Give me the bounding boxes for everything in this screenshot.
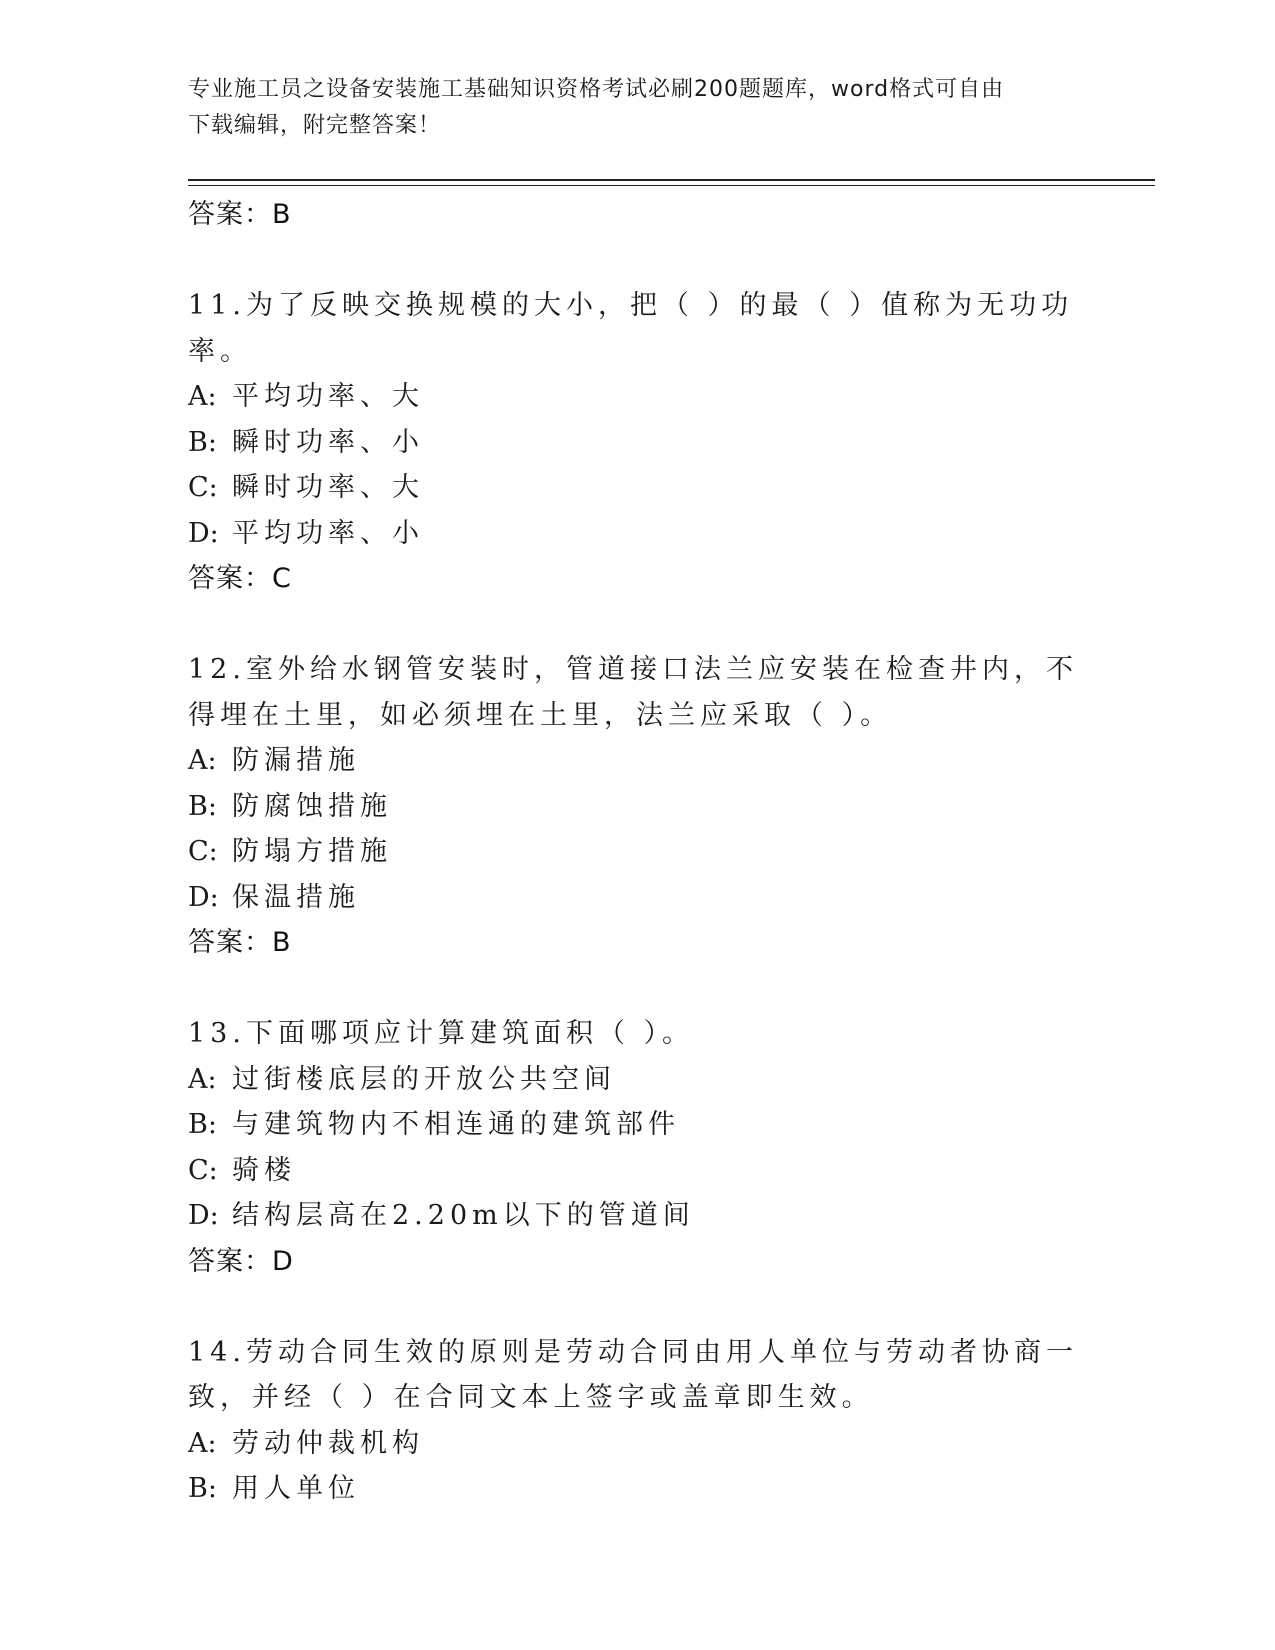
option-d [188,875,1088,921]
option-c [188,465,1088,511]
option-a [188,738,1088,784]
option-letter: A: [188,1063,217,1095]
option-c [188,1148,1088,1194]
spacer [188,238,1088,283]
option-a [188,1421,1088,1467]
header-line-2: 下载编辑，附完整答案！ [188,113,442,138]
page-header [188,72,1088,144]
option-text: 瞬时功率、小 [232,426,424,458]
option-text: 骑楼 [232,1154,296,1186]
header-line-1: 专业施工员之设备安装施工基础知识资格考试必刷200题题库，word格式可自由 [188,77,1005,102]
option-letter: B: [188,426,217,458]
option-c [188,829,1088,875]
option-text: 与建筑物内不相连通的建筑部件 [232,1109,680,1140]
answer-label: 答案：B [188,927,292,958]
option-b [188,420,1088,466]
option-text: 保温措施 [232,881,360,913]
header-divider-thin [188,185,1155,186]
option-text: 劳动仲裁机构 [232,1427,424,1459]
option-text: 瞬时功率、大 [232,472,424,503]
spacer [188,966,1088,1011]
question-text: 13.下面哪项应计算建筑面积（ ）。 [188,1018,695,1049]
answer-label: 答案：B [188,199,292,230]
option-letter: C: [188,1154,218,1186]
option-text: 过街楼底层的开放公共空间 [232,1063,616,1095]
option-text: 防腐蚀措施 [232,790,392,822]
question-block [188,647,1088,966]
option-b [188,784,1088,830]
option-letter: D: [188,517,219,549]
option-letter: A: [188,381,217,412]
question-text: 11.为了反映交换规模的大小，把（ ）的最（ ）值称为无功功率。 [188,290,1074,367]
option-letter: B: [188,790,217,822]
option-text: 用人单位 [232,1473,360,1504]
question-block [188,1330,1088,1512]
spacer [188,1285,1088,1330]
option-text: 结构层高在2.20m以下的管道间 [232,1200,695,1231]
option-d [188,1193,1088,1239]
option-letter: B: [188,1473,217,1504]
question-text: 14.劳动合同生效的原则是劳动合同由用人单位与劳动者协商一致，并经（ ）在合同文本上签字或盖章即生效。 [188,1336,1078,1413]
answer-label: 答案：D [188,1245,294,1277]
option-letter: A: [188,1427,217,1459]
question-block [188,283,1088,602]
option-text: 防塌方措施 [232,836,392,867]
option-text: 平均功率、小 [232,517,424,549]
option-d [188,511,1088,557]
option-letter: A: [188,745,217,776]
header-divider-thick [188,179,1155,181]
option-letter: C: [188,836,218,867]
question-list [188,192,1088,1512]
option-a [188,1057,1088,1103]
answer-label: 答案：C [188,563,292,594]
question-text: 12.室外给水钢管安装时，管道接口法兰应安装在检查井内，不得埋在土里，如必须埋在土里，法兰应采取（ ）。 [188,654,1078,731]
spacer [188,602,1088,647]
question-block [188,1011,1088,1285]
option-a [188,374,1088,420]
option-text: 平均功率、大 [232,381,424,412]
option-b [188,1102,1088,1148]
option-b [188,1466,1088,1512]
option-letter: C: [188,472,218,503]
option-letter: B: [188,1109,217,1140]
option-letter: D: [188,881,219,913]
option-letter: D: [188,1200,219,1231]
option-text: 防漏措施 [232,745,360,776]
